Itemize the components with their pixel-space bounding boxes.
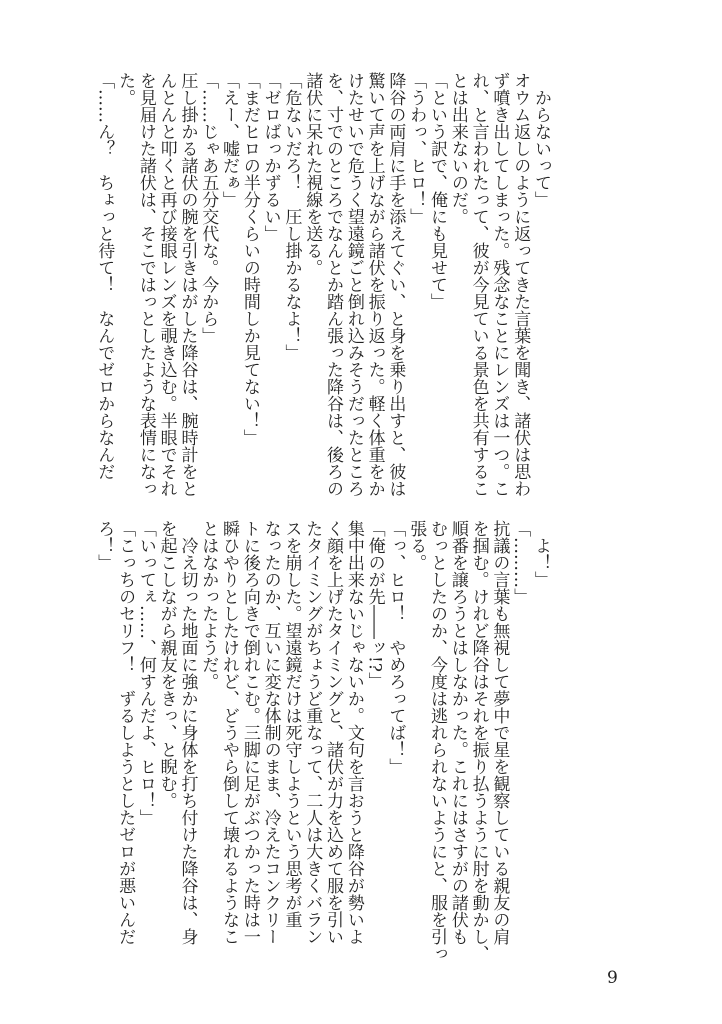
text-line: 「……ん？ ちょっと待て！ なんでゼロからなんだ [94, 72, 115, 480]
text-block-bottom [93, 520, 551, 965]
text-line: を、寸でのところでなんとか踏ん張った降谷は、後ろの [323, 72, 344, 497]
text-line: 驚いて声を上げながら諸伏を振り返った。軽く体重をか [364, 72, 385, 497]
text-line: れ、と言われたって、彼が今見ている景色を共有するこ [468, 72, 489, 497]
text-line: むっとしたのか、今度は逃れられないようにと、服を引っ [427, 520, 448, 962]
text-line: 瞬ひやりとしたけれど、どうやら倒して壊れるようなこ [219, 520, 240, 945]
text-line: からないって」 [531, 72, 551, 208]
text-line: たタイミングがちょうど重なって、二人は大きくバラン [302, 520, 323, 945]
text-line: 圧し掛かる諸伏の腕を引きはがした降谷は、腕時計をと [177, 72, 198, 497]
text-line: 「という訳で、俺にも見せて」 [427, 72, 448, 310]
text-line: ろ！」 [94, 520, 115, 571]
text-line: 「ゼロばっかずるい」 [260, 72, 281, 242]
text-line: 「うわっ、ヒロ！」 [406, 72, 427, 225]
text-line: とはなかったようだ。 [198, 520, 219, 690]
text-line: 「こっちのセリフ！ ずるしようとしたゼロが悪いんだ [115, 520, 136, 945]
text-line: んとんと叩くと再び接眼レンズを覗き込む。半眼でそれ [156, 72, 177, 497]
text-line: 「危ないだろ！ 圧し掛かるなよ！」 [281, 72, 302, 361]
text-line: を起こしながら親友をきっ、と睨む。 [156, 520, 177, 809]
text-line: 集中出来ないじゃないか。文句を言おうと降谷が勢いよ [343, 520, 364, 945]
text-line: よ！」 [531, 520, 551, 588]
text-line: を見届けた諸伏は、そこではっとしたような表情になっ [135, 72, 156, 497]
text-line: を掴む。けれど降谷はそれを振り払うように肘を動かし、 [468, 520, 489, 962]
text-line: 降谷の両肩に手を添えてぐい、と身を乗り出すと、彼は [385, 72, 406, 497]
text-line: 「………」 [510, 520, 531, 605]
text-line: 「まだヒロの半分くらいの時間しか見てない！」 [239, 72, 260, 446]
text-line: 「いってぇ……、何すんだよ、ヒロ！」 [135, 520, 156, 826]
text-line: 抗議の言葉も無視して夢中で星を観察している親友の肩 [489, 520, 510, 945]
text-line: けたせいで危うく望遠鏡ごと倒れ込みそうだったところ [343, 72, 364, 497]
text-line: 諸伏に呆れた視線を送る。 [302, 72, 323, 276]
text-line: た。 [115, 72, 136, 106]
text-line: ず噴き出してしまった。残念なことにレンズは一つ。こ [489, 72, 510, 497]
text-block-top [93, 72, 551, 512]
text-line: く顔を上げたタイミングと、諸伏が力を込めて服を引い [323, 520, 344, 945]
text-line: トに後ろ向きで倒れこむ。三脚に足がぶつかった時は一 [239, 520, 260, 945]
text-line: 冷え切った地面に強かに身体を打ち付けた降谷は、身 [177, 520, 198, 945]
text-line: 張る。 [406, 520, 427, 571]
text-line: 「俺のが先――ッ!?」 [364, 520, 385, 689]
text-line: 「っ、ヒロ！ やめろってば！」 [385, 520, 406, 775]
text-line: 順番を譲ろうとはしなかった。これにはさすがの諸伏も [447, 520, 468, 945]
text-line: オウム返しのように返ってきた言葉を聞き、諸伏は思わ [510, 72, 531, 497]
text-line: なったのか、互いに変な体制のまま、冷えたコンクリー [260, 520, 281, 945]
text-line: 「えー、嘘だぁ」 [219, 72, 240, 208]
page-number: 9 [607, 968, 618, 988]
text-line: 「……じゃあ五分交代な。今から」 [198, 72, 219, 344]
text-line: とは出来ないのだ。 [447, 72, 468, 225]
text-line: スを崩した。望遠鏡だけは死守しようという思考が重 [281, 520, 302, 928]
